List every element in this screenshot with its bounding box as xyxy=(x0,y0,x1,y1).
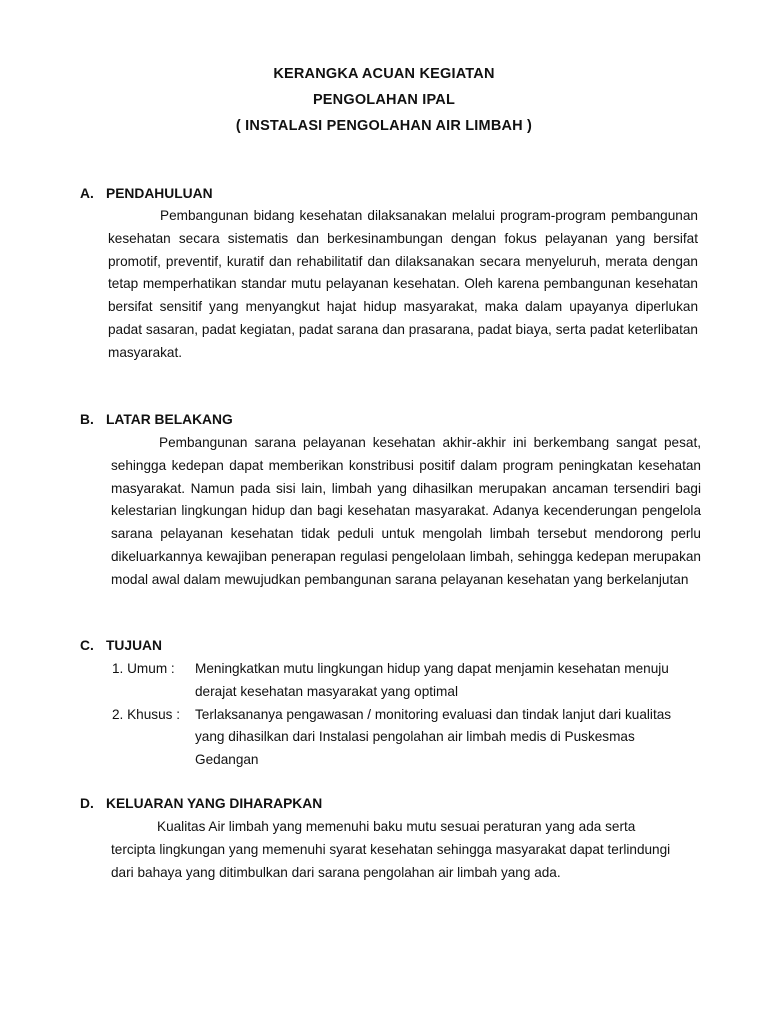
list-item xyxy=(112,658,700,704)
section-latar-belakang xyxy=(80,410,700,592)
list-item-text: Meningkatkan mutu lingkungan hidup yang dapat menjamin kesehatan menuju derajat kesehatan masyarakat yang optimal xyxy=(195,661,669,699)
section-keluaran xyxy=(80,794,700,884)
list-item-label: 2. Khusus : xyxy=(112,706,181,722)
title-line-1: KERANGKA ACUAN KEGIATAN xyxy=(273,66,495,82)
section-heading xyxy=(80,794,700,814)
section-heading xyxy=(80,636,700,656)
list-item-label: 1. Umum : xyxy=(112,661,175,676)
section-title: PENDAHULUAN xyxy=(106,186,213,201)
section-title: LATAR BELAKANG xyxy=(106,412,233,427)
list-item xyxy=(112,704,700,772)
section-paragraph: Pembangunan bidang kesehatan dilaksanakan melalui program-program pembangunan kesehatan secara sistematis dan berkesinambungan dengan fokus pelayanan yang bersifat promotif, preventif, kuratif dan rehabilitatif dan dilaksanakan secara menyeluruh, merata dengan tetap memperhatikan standar mutu pelayanan kesehatan. Oleh karena pembangunan kesehatan bersifat sensitif yang menyangkut hajat hidup masyarakat, maka dalam upayanya diperlukan padat sasaran, padat kegiatan, padat sarana dan prasarana, padat biaya, serta padat keterlibatan masyarakat. xyxy=(108,208,698,360)
section-title: TUJUAN xyxy=(106,638,162,653)
section-paragraph: Kualitas Air limbah yang memenuhi baku mutu sesuai peraturan yang ada serta tercipta lingkungan yang memenuhi syarat kesehatan sehingga masyarakat dapat terlindungi dari bahaya yang ditimbulkan dari sarana pengolahan air limbah yang ada. xyxy=(111,819,671,880)
section-letter: A. xyxy=(80,186,94,201)
section-heading xyxy=(80,410,700,430)
section-title: KELUARAN YANG DIHARAPKAN xyxy=(106,796,323,811)
title-line-2: PENGOLAHAN IPAL xyxy=(312,92,456,108)
section-letter: B. xyxy=(80,412,94,427)
document-title xyxy=(0,61,768,139)
section-letter: C. xyxy=(80,638,94,653)
objectives-list xyxy=(112,658,700,772)
section-pendahuluan xyxy=(80,184,700,365)
section-paragraph: Pembangunan sarana pelayanan kesehatan akhir-akhir ini berkembang sangat pesat, sehingga kedepan dapat memberikan konstribusi positif dalam program peningkatan kesehatan masyarakat. Namun pada sisi lain, limbah yang dihasilkan merupakan ancaman tersendiri bagi kelestarian lingkungan hidup dan bagi kesehatan masyarakat. Adanya kecenderungan pengelola sarana pelayanan kesehatan tidak peduli untuk mengolah limbah tersebut mendorong perlu dikeluarkannya kewajiban penerapan regulasi pengelolaan limbah, sehingga kedepan merupakan modal awal dalam mewujudkan pembangunan sarana pelayanan kesehatan yang berkelanjutan xyxy=(111,435,701,587)
list-item-text: Terlaksananya pengawasan / monitoring evaluasi dan tindak lanjut dari kualitas yang dihasilkan dari Instalasi pengolahan air limbah medis di Puskesmas Gedangan xyxy=(195,706,672,768)
title-line-3: ( INSTALASI PENGOLAHAN AIR LIMBAH ) xyxy=(235,118,533,134)
section-letter: D. xyxy=(80,796,94,811)
section-tujuan xyxy=(80,636,700,772)
section-heading xyxy=(80,184,700,204)
